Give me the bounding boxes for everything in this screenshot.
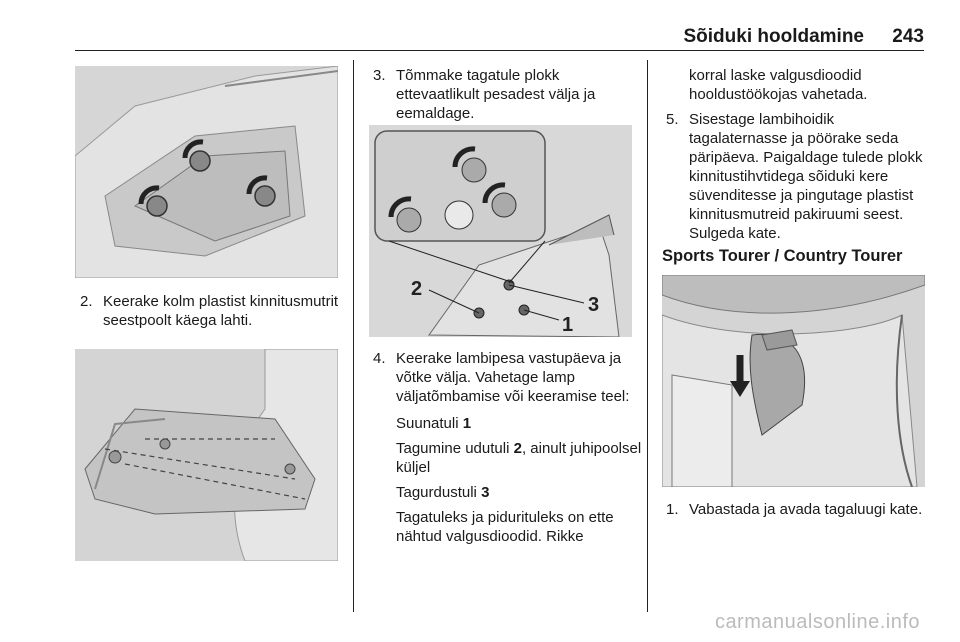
step-3 (373, 66, 635, 123)
step-4-text: Keerake lambipesa vastupäeva ja võtke välja. Vahetage lamp väljatõmbamise või keeramise teel: (396, 350, 630, 405)
step-5-text: Sisestage lambihoidik tagalaternasse ja pöörake seda päripäeva. Paigaldage tulede plokk kinnitustihvtidega sõiduki kere süvenditesse ja pingutage plastist kinnitusmutreid pakiruumi seest. Sulgeda kate. (689, 111, 923, 242)
led-note-text: Tagatuleks ja pidurituleks on ette nähtud valgusdioodid. Rikke (396, 509, 614, 545)
lamp-turn-signal (373, 414, 643, 433)
bulb-holders-illustration (369, 125, 632, 337)
lamp-reversing (373, 483, 643, 502)
step-2-text: Keerake kolm plastist kinnitusmutrit seestpoolt käega lahti. (103, 293, 339, 329)
step-5-number: 5. (666, 111, 679, 128)
column-divider-right (647, 60, 648, 612)
page-header (75, 22, 924, 51)
callout-1: 1 (562, 314, 574, 336)
figure-bulb-holders (369, 125, 632, 337)
callout-3: 3 (588, 294, 600, 316)
page-title: Sõiduki hooldamine (683, 26, 864, 47)
page-number: 243 (892, 26, 924, 47)
step-4-number: 4. (373, 350, 386, 367)
section-heading: Sports Tourer / Country Tourer (662, 247, 903, 265)
fastening-nuts-illustration (75, 66, 338, 278)
step-3-text: Tõmmake tagatule plokk ettevaatlikult pesadest välja ja eemaldage. (396, 67, 596, 122)
lamp-3-number: 3 (481, 484, 490, 501)
tailgate-cover-illustration (662, 275, 925, 487)
lamp-1-label: Suunatuli (396, 415, 459, 432)
taillight-removal-illustration (75, 349, 338, 561)
step-3-number: 3. (373, 67, 386, 84)
lamp-3-label: Tagurdustuli (396, 484, 477, 501)
lamp-2-number: 2 (513, 440, 522, 457)
lamp-1-number: 1 (462, 415, 472, 432)
step-1-text: Vabastada ja avada tagaluugi kate. (689, 501, 923, 518)
col3-text (666, 66, 930, 243)
figure-tailgate-cover (662, 275, 925, 487)
watermark: carmanualsonline.info (714, 611, 920, 633)
led-note-continued-text: korral laske valgusdioodid hooldustöökojas vahetada. (689, 67, 868, 103)
step-2 (80, 292, 342, 330)
column-divider-left (353, 60, 354, 612)
step-1-number: 1. (666, 501, 679, 518)
lamp-2-label: Tagumine udutuli (396, 440, 510, 457)
step-4 (373, 349, 643, 552)
figure-taillight-removal (75, 349, 338, 561)
lamp-2-suffix: , ainult juhipoolsel küljel (396, 440, 642, 476)
figure-fastening-nuts (75, 66, 338, 278)
callout-2: 2 (411, 278, 423, 300)
step-1 (666, 500, 930, 519)
led-note-continued (666, 66, 930, 104)
led-note (373, 508, 643, 546)
lamp-rear-fog (373, 439, 643, 477)
step-2-number: 2. (80, 293, 93, 310)
